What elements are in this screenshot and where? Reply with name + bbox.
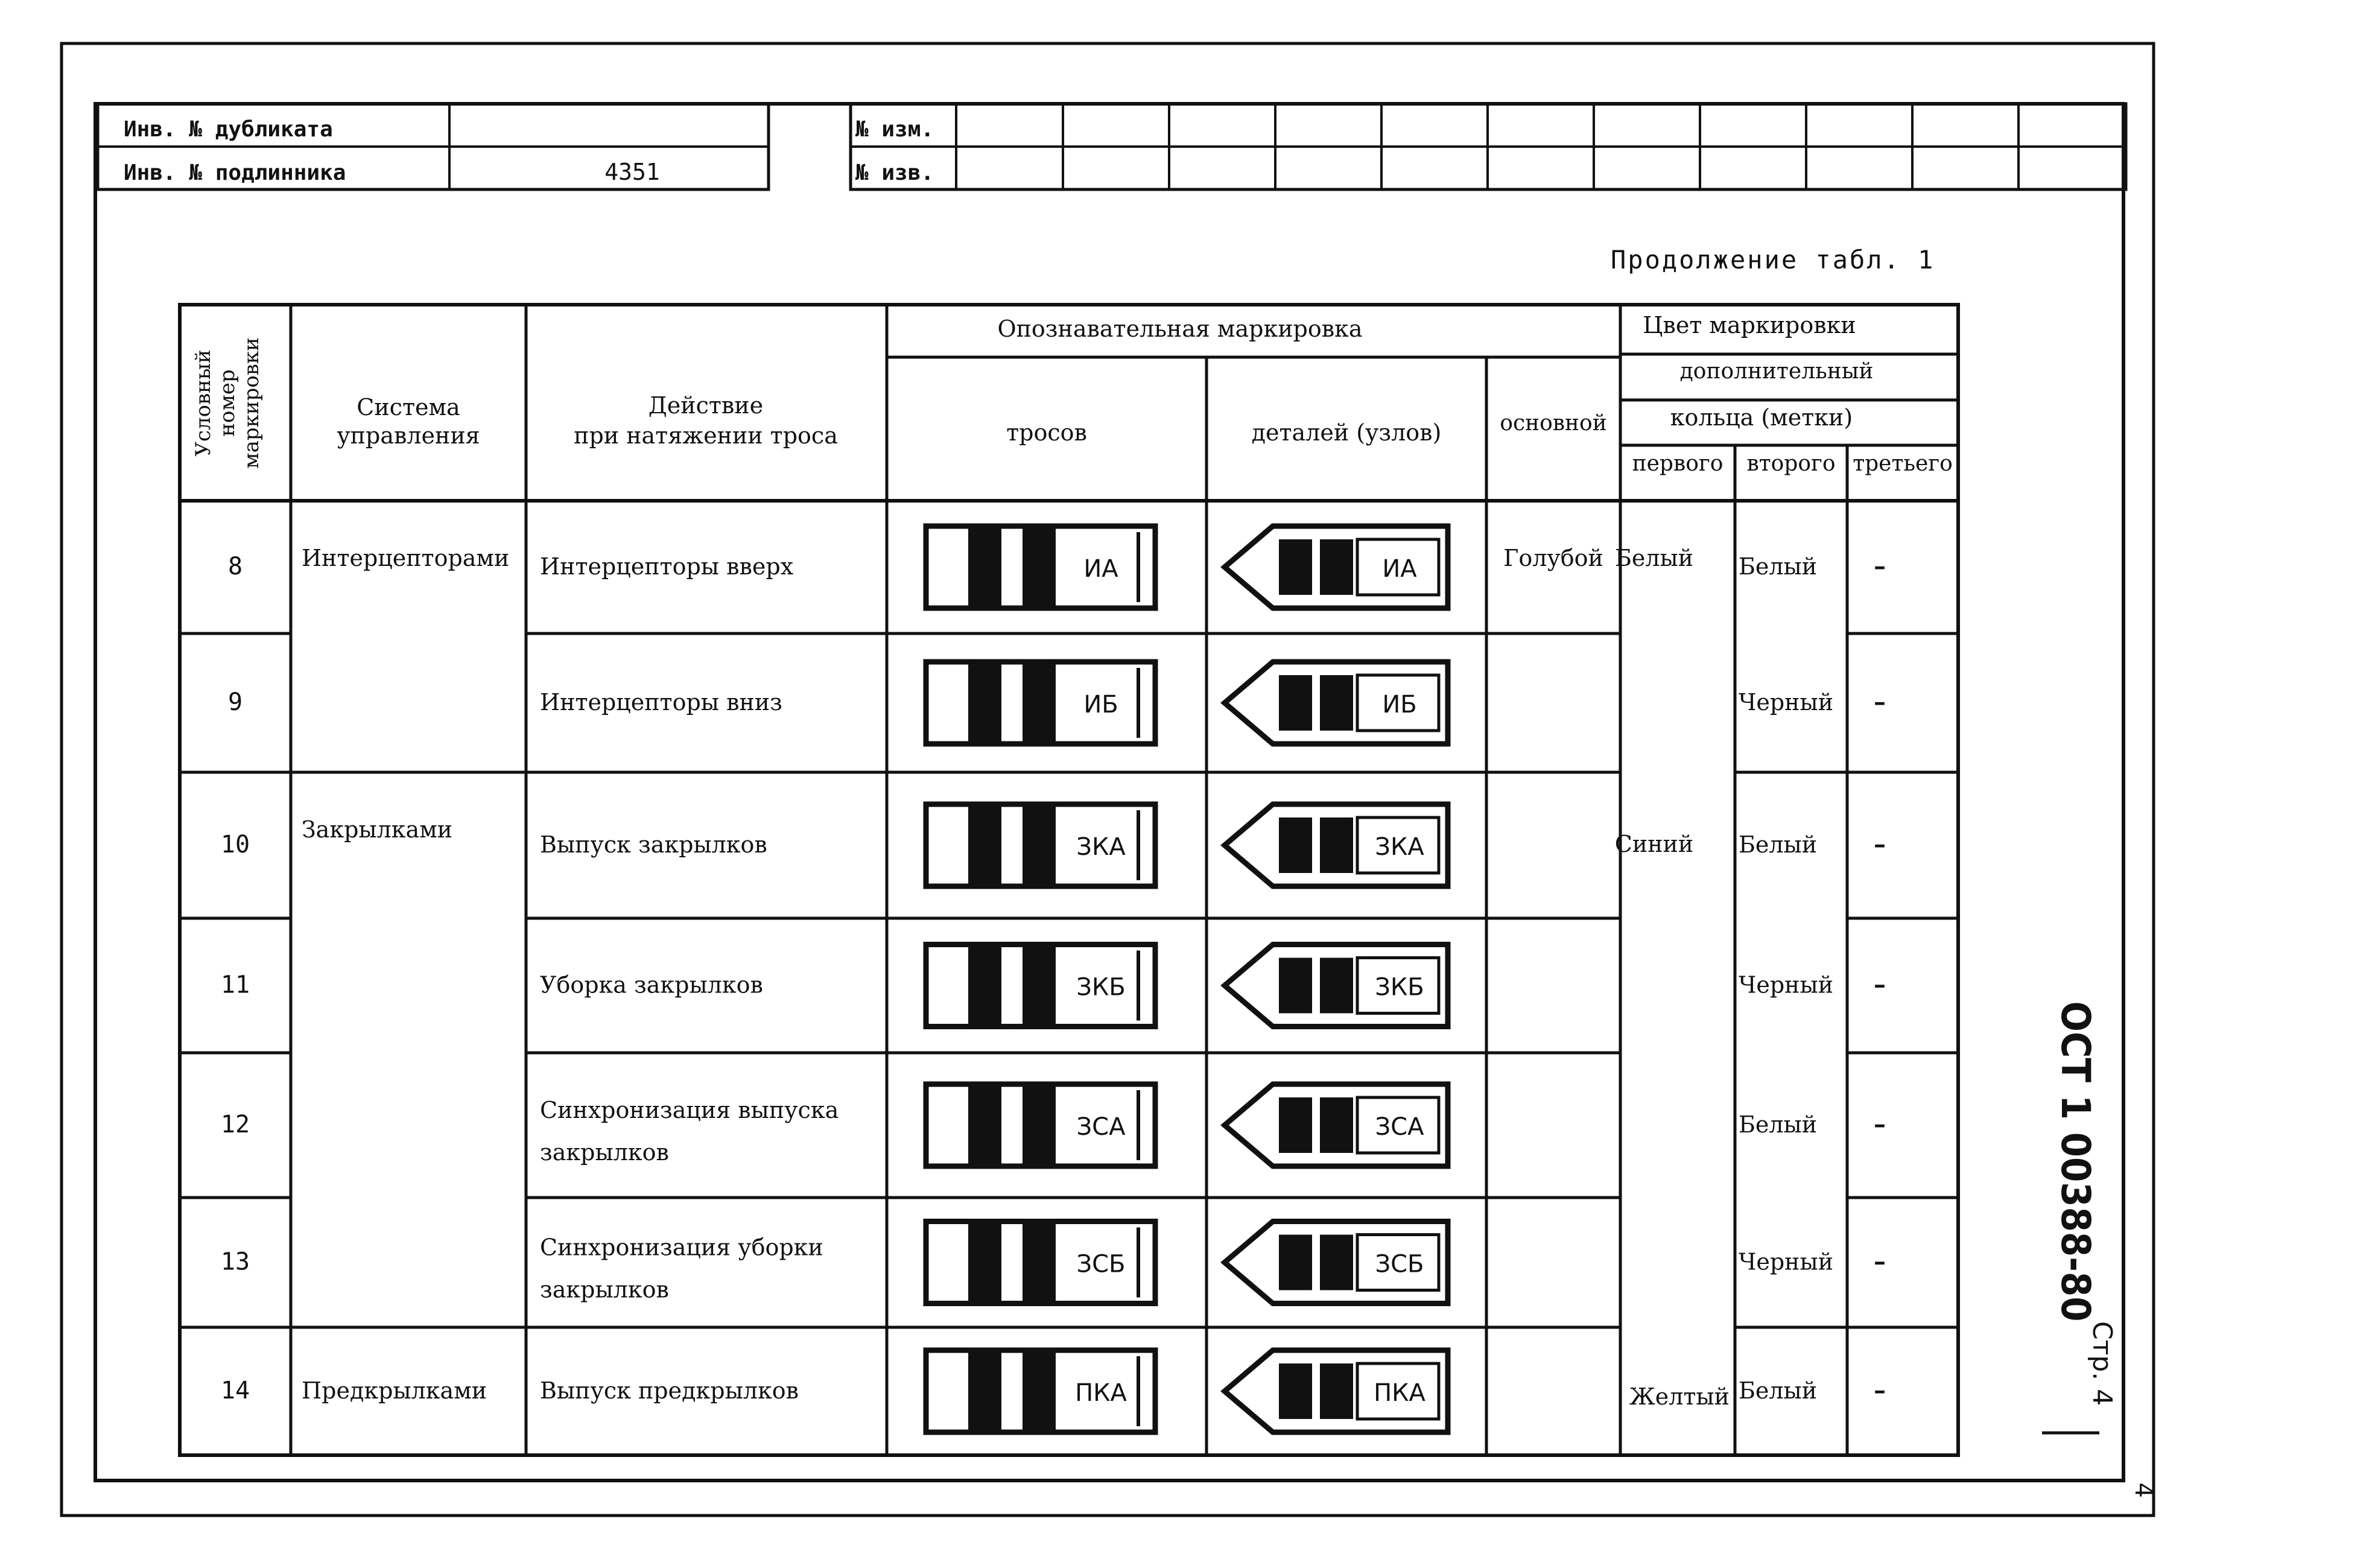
part-band-black [1320, 1097, 1353, 1153]
rope-band-black [968, 1222, 1001, 1304]
part-band-black [1320, 958, 1353, 1014]
additional-color-subheader: дополнительный [1679, 359, 1874, 384]
action-cell: Уборка закрылков [540, 971, 763, 998]
rope-code-label: ПКА [1075, 1379, 1127, 1407]
second-ring-cell: Белый [1739, 1111, 1818, 1138]
part-band-black [1320, 1363, 1353, 1419]
action-cell: Синхронизация уборки [540, 1234, 823, 1261]
rope-band-black [968, 945, 1001, 1027]
first-ring-cell: Белый [1614, 545, 1694, 571]
part-code-label: ПКА [1374, 1379, 1425, 1407]
marking-number-cell: 10 [220, 831, 250, 859]
number-column-header: маркировки [239, 337, 264, 469]
part-band-black [1279, 1235, 1312, 1290]
number-column-header: номер [215, 369, 239, 437]
action-cell: Выпуск предкрылков [540, 1377, 799, 1404]
rope-band-black [968, 1084, 1001, 1166]
part-code-label: ИА [1382, 555, 1417, 583]
side-stamp [2042, 1001, 2157, 1497]
third-ring-cell: – [1874, 688, 1886, 716]
marking-number-cell: 9 [227, 688, 243, 716]
number-column-header: Условный [191, 349, 215, 457]
rope-band-black [968, 1350, 1001, 1432]
second-ring-cell: Черный [1739, 971, 1834, 998]
third-ring-subheader: третьего [1853, 451, 1953, 476]
rope-code-label: ЗКБ [1076, 973, 1126, 1001]
rope-marking-icon [926, 526, 1155, 608]
action-cell: Интерцепторы вниз [540, 689, 782, 716]
rope-band-black [968, 526, 1001, 608]
part-marking-icon [1225, 662, 1448, 744]
rope-band-black [1023, 526, 1056, 608]
action-column-header: при натяжении троса [574, 422, 838, 449]
title-block [98, 104, 2126, 189]
second-ring-cell: Белый [1739, 1377, 1818, 1404]
third-ring-cell: – [1874, 552, 1886, 580]
marking-table [180, 305, 1958, 1455]
parts-subheader: деталей (узлов) [1251, 419, 1442, 446]
part-marking-icon [1225, 804, 1448, 886]
rope-band-black [968, 662, 1001, 744]
part-code-label: ИБ [1382, 691, 1417, 719]
original-inventory-label: Инв. № подлинника [124, 160, 346, 185]
marking-color-header: Цвет маркировки [1643, 312, 1856, 338]
part-marking-icon [1225, 1222, 1448, 1304]
part-band-black [1320, 1235, 1353, 1290]
system-column-header: Система [357, 394, 460, 421]
action-cell: закрылков [540, 1276, 669, 1303]
part-marking-icon [1225, 526, 1448, 608]
rope-code-label: ИА [1083, 555, 1118, 583]
action-column-header: Действие [648, 392, 764, 419]
system-cell: Предкрылками [302, 1377, 487, 1404]
system-cell: Закрылками [302, 816, 453, 843]
first-ring-cell: Синий [1614, 831, 1694, 857]
rope-marking-icon [926, 1084, 1155, 1166]
rope-marking-icon [926, 662, 1155, 744]
rope-band-black [1023, 1084, 1056, 1166]
second-ring-subheader: второго [1746, 451, 1836, 476]
part-code-label: ЗСБ [1375, 1250, 1424, 1278]
continuation-caption: Продолжение табл. 1 [1611, 245, 1935, 275]
part-code-label: ЗКБ [1375, 973, 1424, 1001]
rope-band-black [1023, 804, 1056, 886]
part-marking-icon [1225, 1350, 1448, 1432]
standard-designation: ОСТ 1 00388-80 [2052, 1001, 2099, 1322]
part-marking-icon [1225, 1084, 1448, 1166]
system-column-header: управления [337, 422, 480, 449]
change-number-label: № изм. [855, 117, 934, 142]
marking-number-cell: 13 [220, 1248, 250, 1276]
second-ring-cell: Черный [1739, 1248, 1834, 1275]
rope-band-black [968, 804, 1001, 886]
action-cell: Интерцепторы вверх [540, 553, 794, 580]
second-ring-cell: Белый [1739, 831, 1818, 858]
part-code-label: ЗСА [1375, 1113, 1424, 1141]
part-code-label: ЗКА [1375, 833, 1424, 861]
ropes-subheader: тросов [1006, 419, 1087, 446]
second-ring-cell: Черный [1739, 689, 1834, 716]
rope-code-label: ЗСА [1076, 1113, 1126, 1141]
third-ring-cell: – [1874, 970, 1886, 999]
rope-marking-icon [926, 1350, 1155, 1432]
rope-code-label: ЗСБ [1076, 1250, 1126, 1278]
notice-number-label: № изв. [855, 160, 934, 185]
base-color-cell: Голубой [1503, 545, 1603, 571]
marking-number-cell: 8 [227, 553, 243, 580]
corner-page-number: 4 [2129, 1482, 2157, 1498]
first-ring-cell: Желтый [1629, 1383, 1730, 1410]
third-ring-cell: – [1874, 1110, 1886, 1138]
third-ring-cell: – [1874, 1247, 1886, 1276]
part-band-black [1320, 675, 1353, 731]
duplicate-inventory-label: Инв. № дубликата [124, 117, 333, 142]
first-ring-subheader: первого [1632, 451, 1724, 476]
rope-band-black [1023, 1350, 1056, 1432]
rope-marking-icon [926, 1222, 1155, 1304]
action-cell: закрылков [540, 1139, 669, 1166]
part-marking-icon [1225, 945, 1448, 1027]
part-band-black [1279, 817, 1312, 873]
rope-band-black [1023, 662, 1056, 744]
rope-code-label: ЗКА [1076, 833, 1126, 861]
marking-number-cell: 12 [220, 1111, 250, 1138]
part-band-black [1279, 958, 1312, 1014]
part-band-black [1279, 675, 1312, 731]
rope-marking-icon [926, 945, 1155, 1027]
rope-band-black [1023, 1222, 1056, 1304]
part-band-black [1320, 817, 1353, 873]
third-ring-cell: – [1874, 830, 1886, 859]
rope-band-black [1023, 945, 1056, 1027]
page-number-label: Стр. 4 [2087, 1321, 2117, 1406]
original-inventory-value: 4351 [604, 159, 660, 185]
system-cell: Интерцепторами [302, 545, 510, 571]
rope-marking-icon [926, 804, 1155, 886]
part-band-black [1320, 539, 1353, 595]
table-caption [1611, 245, 1935, 275]
second-ring-cell: Белый [1739, 553, 1818, 580]
part-band-black [1279, 1097, 1312, 1153]
part-band-black [1279, 539, 1312, 595]
base-color-subheader: основной [1500, 411, 1607, 436]
third-ring-cell: – [1874, 1376, 1886, 1405]
action-cell: Синхронизация выпуска [540, 1097, 839, 1123]
marking-number-cell: 14 [220, 1377, 250, 1405]
identification-marking-header: Опознавательная маркировка [997, 316, 1363, 342]
marking-number-cell: 11 [220, 971, 250, 999]
rope-code-label: ИБ [1083, 691, 1118, 719]
action-cell: Выпуск закрылков [540, 831, 767, 858]
rings-subheader: кольца (метки) [1670, 404, 1853, 431]
part-band-black [1279, 1363, 1312, 1419]
